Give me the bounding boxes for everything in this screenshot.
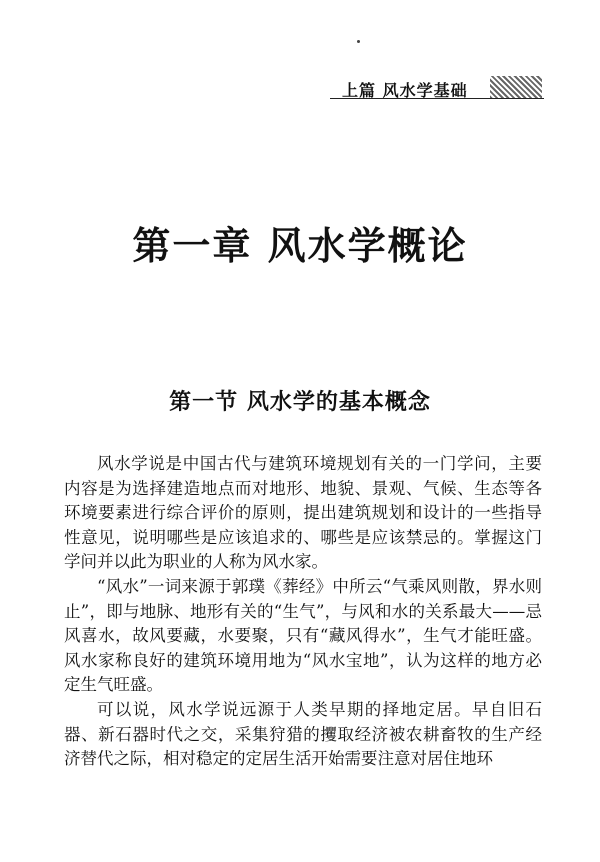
paragraph: 可以说，风水学说远源于人类早期的择地定居。早自旧石器、新石器时代之交，采集狩猎的攫取经济被农耕畜牧的生产经济替代之际，相对稳定的定居生活开始需要注意对居住地环	[64, 699, 542, 769]
section-title: 第一节 风水学的基本概念	[169, 389, 431, 415]
paragraph: 风水学说是中国古代与建筑环境规划有关的一门学问，主要内容是为选择建造地点而对地形、地貌、景观、气候、生态等各环境要素进行综合评价的原则，提出建筑规划和设计的一些指导性意见，说明哪些是应该追求的、哪些是应该禁忌的。掌握这门学问并以此为职业的人称为风水家。	[64, 454, 542, 572]
running-header	[330, 74, 544, 102]
scan-speck	[357, 40, 360, 43]
body-text	[64, 452, 542, 772]
running-header-text: 上篇 风水学基础	[342, 81, 468, 100]
header-rule	[330, 98, 544, 99]
decorative-pattern-icon	[490, 76, 542, 98]
chapter-title: 第一章 风水学概论	[132, 223, 468, 268]
paragraph: “风水”一词来源于郭璞《葬经》中所云“气乘风则散，界水则止”，即与地脉、地形有关的“生气”，与风和水的关系最大——忌风喜水，故风要藏，水要聚，只有“藏风得水”，生气才能旺盛。风水家称良好的建筑环境用地为“风水宝地”，认为这样的地方必定生气旺盛。	[64, 576, 542, 695]
